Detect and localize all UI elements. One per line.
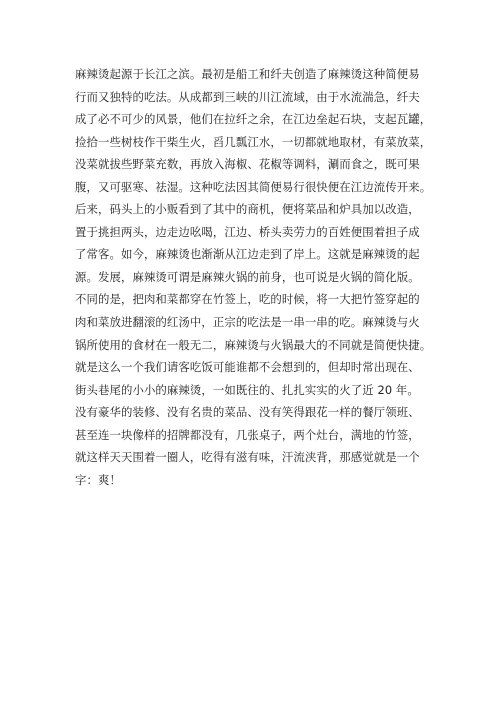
text-line-19: 字：爽！ [75, 472, 121, 487]
text-line-1: 麻辣烫起源于长江之滨。最初是船工和纤夫创造了麻辣烫这种简便易 [75, 67, 420, 81]
text-line-8: 置于挑担两头，边走边吆喝，江边、桥头卖劳力的百姓便围着担子成 [75, 224, 420, 239]
text-line-3: 成了必不可少的风景，他们在拉纤之余，在江边垒起石块，支起瓦罐， [75, 112, 432, 127]
text-line-17: 甚至连一块像样的招牌都没有，几张桌子，两个灶台，满地的竹签， [75, 427, 420, 442]
text-line-14: 就是这么一个我们请客吃饭可能谁都不会想到的，但却时常出现在、 [75, 360, 420, 375]
text-line-9: 了常客。如今，麻辣烫也渐渐从江边走到了岸上。这就是麻辣烫的起 [75, 247, 420, 262]
text-line-12: 肉和菜放进翻滚的红汤中，正宗的吃法是一串一串的吃。麻辣烫与火 [75, 315, 420, 330]
text-line-6: 腹，又可驱寒、祛湿。这种吃法因其简便易行很快便在江边流传开来。 [75, 179, 432, 194]
text-line-10: 源。发展，麻辣烫可谓是麻辣火锅的前身，也可说是火锅的简化版。 [75, 269, 420, 284]
text-line-2: 行而又独特的吃法。从成都到三峡的川江流域，由于水流湍急，纤夫 [75, 89, 420, 104]
text-line-5: 没菜就拔些野菜充数，再放入海椒、花椒等调料，涮而食之，既可果 [75, 157, 420, 172]
text-line-11: 不同的是，把肉和菜都穿在竹签上，吃的时候，将一大把竹签穿起的 [75, 292, 420, 307]
text-line-7: 后来，码头上的小贩看到了其中的商机，便将菜品和炉具加以改造， [75, 202, 420, 217]
text-line-13: 锅所使用的食材在一般无二，麻辣烫与火锅最大的不同就是简便快捷。 [75, 337, 432, 352]
text-line-15: 街头巷尾的小小的麻辣烫，一如既往的、扎扎实实的火了近 20 年。 [75, 382, 419, 397]
article-body [75, 63, 445, 491]
text-line-4: 捡拾一些树枝作干柴生火，舀几瓢江水，一切都就地取材，有菜放菜， [75, 134, 432, 149]
text-line-18: 就这样天天围着一圈人，吃得有滋有味，汗流浃背，那感觉就是一个 [75, 450, 420, 465]
text-line-16: 没有豪华的装修、没有名贵的菜品、没有笑得跟花一样的餐厅领班、 [75, 405, 420, 420]
